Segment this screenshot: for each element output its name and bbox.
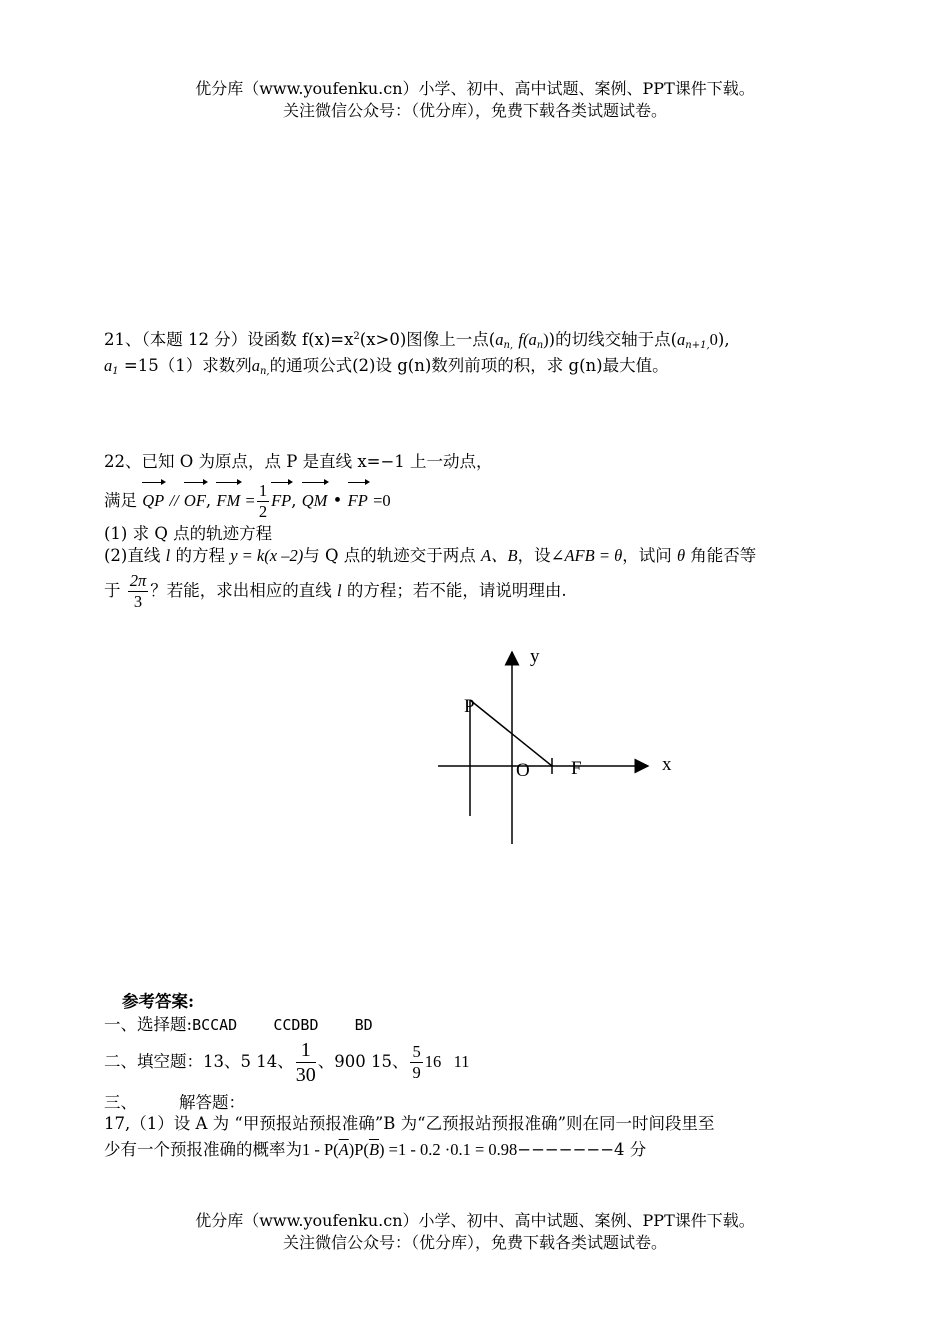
fill-fraction-1-30 — [296, 1038, 316, 1087]
q22-part-2-cont — [104, 568, 567, 614]
q21-point-a: a — [495, 330, 504, 349]
q21-rest: 的通项公式(2)设 g(n)数列前项的积，求 g(n)最大值。 — [269, 356, 669, 375]
vector-fm: FM — [216, 478, 240, 518]
fill-answers-line — [104, 1036, 469, 1088]
q22-part2e: ，试问 — [622, 546, 677, 565]
q22-line-1: 22、已知 O 为原点，点 P 是直线 x=−1 上一动点， — [104, 452, 493, 471]
q22-comma-2: , — [291, 491, 297, 510]
q21-tail: )的切线交轴于点( — [548, 330, 678, 349]
footer-line-2: 关注微信公众号：（优分库），免费下载各类试题试卷。 — [282, 1233, 667, 1252]
q22-part2d: ，设∠ — [517, 546, 565, 565]
vector-qm: QM — [302, 478, 328, 518]
header-line-2: 关注微信公众号：（优分库），免费下载各类试题试卷。 — [282, 101, 667, 120]
coordinate-figure — [430, 640, 690, 850]
fraction-2pi-3 — [128, 571, 149, 612]
frac-5-9-numerator: 5 — [412, 1042, 421, 1061]
q17-line2-text: 少有一个预报准确的概率为 — [104, 1140, 302, 1159]
q22-satisfy: 满足 — [104, 491, 137, 510]
q22-eq: = — [245, 491, 255, 510]
q22-part-1: (1) 求 Q 点的轨迹方程 — [104, 524, 273, 543]
point-f-label: F — [571, 758, 582, 779]
q17-line-2 — [104, 1138, 646, 1162]
mc-answers-line — [104, 1013, 373, 1037]
answers-title: 参考答案: — [122, 992, 195, 1011]
footer-line-1: 优分库（www.youfenku.cn）小学、初中、高中试题、案例、PPT课件下载。 — [195, 1211, 755, 1230]
q21-tail2: ), — [717, 330, 730, 349]
parallel-symbol: // — [169, 491, 179, 510]
frac-1-30-numerator: 1 — [296, 1038, 316, 1063]
q22-part-2 — [104, 544, 756, 568]
vector-fp-2: FP — [348, 478, 368, 518]
q21-prefix: 21、（本题 12 分）设函数 f(x)=x — [104, 330, 354, 349]
header-line-1: 优分库（www.youfenku.cn）小学、初中、高中试题、案例、PPT课件下载。 — [195, 79, 755, 98]
theta-var: θ — [676, 546, 686, 565]
fill-label: 二、填空题：13、5 14、 — [104, 1052, 294, 1071]
q17-formula-b: )P( — [348, 1140, 369, 1159]
q21-mid: (x>0)图像上一点( — [359, 330, 496, 349]
vector-fp: FP — [271, 478, 291, 518]
q21-a1: a — [104, 356, 113, 375]
q21-zero: 0 — [709, 330, 718, 349]
segment-pf — [470, 700, 552, 766]
q21-line-2 — [104, 354, 669, 384]
q17-b-bar: $\overline{B}$ — [368, 1140, 380, 1159]
vector-of: OF — [184, 478, 206, 518]
q21-point-sub: n, — [503, 340, 514, 351]
q21-seq-sub: n, — [259, 366, 270, 377]
q22-yu: 于 — [104, 581, 121, 600]
y-axis-label: y — [530, 646, 540, 667]
q22-part2a: (2)直线 — [104, 546, 166, 565]
line-equation: y = k(x –2) — [230, 546, 304, 565]
q22-last-c: 的方程；若不能，请说明理由. — [341, 581, 567, 600]
points-ab: A、B — [480, 546, 518, 565]
dot-product-symbol: • — [332, 491, 343, 510]
q17-formula-c: ) =1 - 0.2 ·0.1 = 0.98 — [379, 1140, 518, 1159]
fill-mid: 、900 15、 — [317, 1052, 409, 1071]
q22-eq-zero: =0 — [373, 491, 391, 510]
vector-qp: QP — [142, 478, 164, 518]
fill-fraction-5-9 — [410, 1042, 422, 1083]
q21-a2-sub: n+1, — [685, 340, 710, 351]
angle-afb: AFB = θ — [564, 546, 623, 565]
q17-formula-a: 1 - P( — [302, 1140, 339, 1159]
q21-exponent: 2 — [353, 331, 360, 342]
frac-5-9-denominator: 9 — [412, 1063, 421, 1082]
line-l-var: l — [165, 546, 171, 565]
q21-point-close: ) — [543, 330, 549, 349]
solution-label: 三、 解答题： — [104, 1093, 245, 1112]
q21-point-f: f(a — [518, 330, 537, 349]
mc-answers: BCCAD CCDBD BD — [192, 1016, 373, 1034]
q21-point-f-sub: n — [536, 340, 544, 351]
q22-part2b: 的方程 — [170, 546, 231, 565]
fill-end: 16 11 — [424, 1052, 470, 1071]
origin-label: O — [516, 760, 530, 781]
q22-part2f: 角能否等 — [685, 546, 757, 565]
q21-a2: a — [677, 330, 686, 349]
q17-a-bar: $\overline{A}$ — [338, 1140, 349, 1159]
q22-part2c: 与 Q 点的轨迹交于两点 — [303, 546, 481, 565]
x-axis-label: x — [662, 754, 672, 775]
q17-line-1: 17,（1）设 A 为 “甲预报站预报准确”B 为“乙预报站预报准确”则在同一时间段里至 — [104, 1114, 715, 1133]
frac-2pi-numerator: 2π — [129, 571, 147, 590]
frac-2pi-denominator: 3 — [133, 592, 143, 611]
mc-label: 一、选择题: — [104, 1015, 193, 1034]
half-denominator: 2 — [258, 502, 268, 521]
frac-1-30-denominator: 30 — [295, 1064, 316, 1086]
q21-seq: a — [251, 356, 260, 375]
point-p-label: P — [464, 696, 475, 717]
fraction-half — [257, 481, 269, 522]
q17-score: −−−−−−−4 分 — [517, 1140, 647, 1159]
q22-comma-1: , — [205, 491, 212, 510]
q22-line-2 — [104, 478, 391, 522]
q21-a1-sub: 1 — [112, 366, 119, 377]
q22-last-b: ？若能，求出相应的直线 — [150, 581, 338, 600]
half-numerator: 1 — [258, 481, 268, 500]
q21-a1-eq: =15（1）求数列 — [123, 356, 252, 375]
line-l-var-2: l — [337, 581, 342, 600]
